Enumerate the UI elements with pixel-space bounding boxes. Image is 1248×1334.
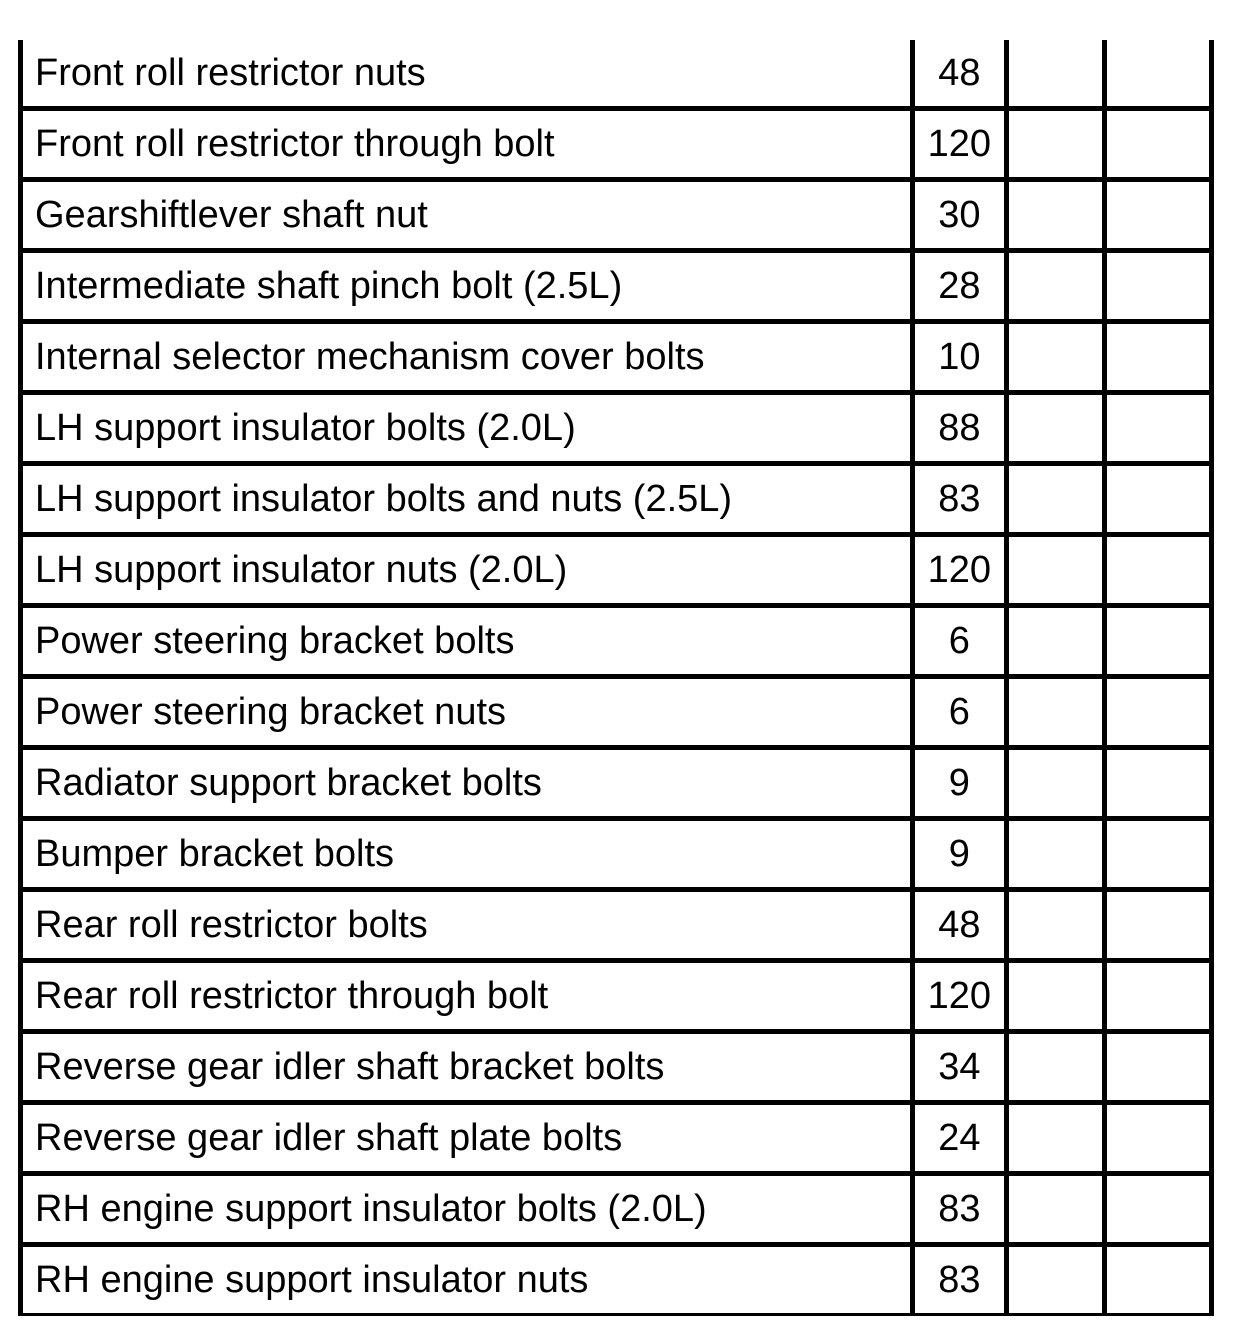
row-empty-cell (1105, 464, 1212, 535)
table-row (21, 1245, 1212, 1315)
row-value: 9 (912, 819, 1006, 890)
row-empty-cell (1105, 1245, 1212, 1315)
row-empty-cell (1006, 40, 1104, 109)
row-description: LH support insulator bolts and nuts (2.5L) (21, 464, 913, 535)
row-description: Radiator support bracket bolts (21, 748, 913, 819)
table-row (21, 819, 1212, 890)
table-row (21, 251, 1212, 322)
row-empty-cell (1006, 677, 1104, 748)
row-description: Bumper bracket bolts (21, 819, 913, 890)
row-value: 24 (912, 1103, 1006, 1174)
row-empty-cell (1006, 535, 1104, 606)
row-empty-cell (1006, 1245, 1104, 1315)
row-empty-cell (1006, 961, 1104, 1032)
table-row (21, 464, 1212, 535)
row-value: 9 (912, 748, 1006, 819)
table-row (21, 322, 1212, 393)
row-empty-cell (1105, 1032, 1212, 1103)
row-empty-cell (1006, 109, 1104, 180)
table-row (21, 535, 1212, 606)
row-description: Power steering bracket nuts (21, 677, 913, 748)
row-empty-cell (1105, 677, 1212, 748)
row-description: Front roll restrictor through bolt (21, 109, 913, 180)
row-empty-cell (1006, 251, 1104, 322)
row-value: 120 (912, 961, 1006, 1032)
row-empty-cell (1006, 322, 1104, 393)
table-row (21, 1174, 1212, 1245)
row-description: Internal selector mechanism cover bolts (21, 322, 913, 393)
row-empty-cell (1105, 251, 1212, 322)
row-empty-cell (1006, 890, 1104, 961)
table-row (21, 677, 1212, 748)
table-row (21, 393, 1212, 464)
table-row (21, 40, 1212, 109)
row-value: 83 (912, 464, 1006, 535)
row-empty-cell (1006, 464, 1104, 535)
row-value: 83 (912, 1174, 1006, 1245)
row-description: LH support insulator nuts (2.0L) (21, 535, 913, 606)
row-empty-cell (1105, 109, 1212, 180)
row-description: Rear roll restrictor through bolt (21, 961, 913, 1032)
row-empty-cell (1006, 819, 1104, 890)
row-empty-cell (1105, 1103, 1212, 1174)
row-value: 10 (912, 322, 1006, 393)
row-empty-cell (1006, 180, 1104, 251)
row-value: 48 (912, 40, 1006, 109)
table-body (21, 40, 1212, 1315)
row-empty-cell (1105, 606, 1212, 677)
row-description: Power steering bracket bolts (21, 606, 913, 677)
row-empty-cell (1105, 819, 1212, 890)
row-value: 30 (912, 180, 1006, 251)
row-value: 6 (912, 677, 1006, 748)
row-description: Rear roll restrictor bolts (21, 890, 913, 961)
table-row (21, 748, 1212, 819)
row-empty-cell (1006, 1103, 1104, 1174)
row-empty-cell (1105, 393, 1212, 464)
table-row (21, 180, 1212, 251)
row-description: Front roll restrictor nuts (21, 40, 913, 109)
row-value: 48 (912, 890, 1006, 961)
row-empty-cell (1006, 748, 1104, 819)
row-empty-cell (1105, 180, 1212, 251)
row-value: 28 (912, 251, 1006, 322)
table-row (21, 961, 1212, 1032)
row-description: RH engine support insulator nuts (21, 1245, 913, 1315)
row-empty-cell (1105, 748, 1212, 819)
table-row (21, 1103, 1212, 1174)
row-value: 83 (912, 1245, 1006, 1315)
row-description: Intermediate shaft pinch bolt (2.5L) (21, 251, 913, 322)
row-empty-cell (1006, 1032, 1104, 1103)
row-description: Reverse gear idler shaft bracket bolts (21, 1032, 913, 1103)
row-description: RH engine support insulator bolts (2.0L) (21, 1174, 913, 1245)
row-empty-cell (1105, 322, 1212, 393)
row-value: 34 (912, 1032, 1006, 1103)
table-row (21, 109, 1212, 180)
table-row (21, 1032, 1212, 1103)
row-description: Reverse gear idler shaft plate bolts (21, 1103, 913, 1174)
row-empty-cell (1105, 1174, 1212, 1245)
row-empty-cell (1105, 40, 1212, 109)
table-row (21, 890, 1212, 961)
table-row (21, 606, 1212, 677)
torque-spec-table (18, 40, 1214, 1316)
row-empty-cell (1006, 606, 1104, 677)
row-empty-cell (1006, 1174, 1104, 1245)
row-value: 120 (912, 109, 1006, 180)
row-empty-cell (1006, 393, 1104, 464)
row-value: 120 (912, 535, 1006, 606)
row-empty-cell (1105, 890, 1212, 961)
row-value: 6 (912, 606, 1006, 677)
row-value: 88 (912, 393, 1006, 464)
row-empty-cell (1105, 961, 1212, 1032)
row-description: Gearshiftlever shaft nut (21, 180, 913, 251)
row-description: LH support insulator bolts (2.0L) (21, 393, 913, 464)
row-empty-cell (1105, 535, 1212, 606)
